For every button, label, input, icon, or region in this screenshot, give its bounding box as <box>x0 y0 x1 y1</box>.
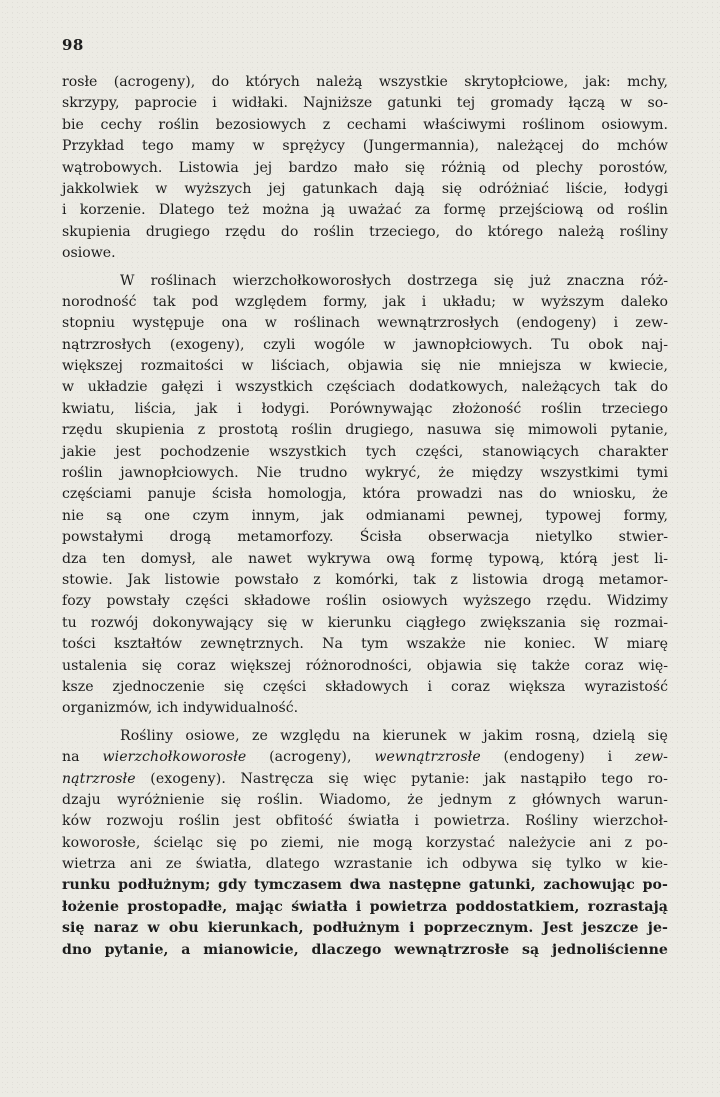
text-line: koworosłe, ścieląc się po ziemi, nie mogą korzystać należycie ani z po- <box>62 834 668 851</box>
text-line <box>62 747 668 768</box>
text-line: łożenie prostopadłe, mając światła i powietrza poddostatkiem, rozrastają <box>62 898 668 915</box>
term-endogeny: wewnątrzrosłe <box>374 749 481 766</box>
text-line: większej rozmaitości w liściach, objawia się nie mniejsza w kwiecie, <box>62 358 668 375</box>
text-line: jakie jest pochodzenie wszystkich tych części, stanowiących charakter <box>62 443 668 460</box>
text-line: skupienia drugiego rzędu do roślin trzeciego, do którego należą rośliny <box>62 223 668 240</box>
paragraph-1 <box>62 72 668 265</box>
paragraph-3 <box>62 726 668 961</box>
text-line: osiowe. <box>62 245 116 262</box>
text-line: się naraz w obu kierunkach, podłużnym i poprzecznym. Jest jeszcze je- <box>62 920 668 937</box>
text-line: nie są one czym innym, jak odmianami pewnej, typowej formy, <box>62 507 668 524</box>
body-text <box>62 72 668 961</box>
text-line: ksze zjednoczenie się części składowych i coraz większa wyrazistość <box>62 678 668 695</box>
text-line: i korzenie. Dlatego też można ją uważać za formę przejściową od roślin <box>62 202 668 219</box>
term-acrogeny: wierzchołkoworosłe <box>102 749 247 766</box>
text-line: wietrza ani ze światła, dlatego wzrastanie ich odbywa się tylko w kie- <box>62 856 668 873</box>
text-line: stowie. Jak listowie powstało z komórki, tak z listowia drogą metamor- <box>62 571 668 588</box>
page-number: 98 <box>62 36 84 54</box>
term-exogeny-part1: zew- <box>635 749 668 766</box>
text-line: Przykład tego mamy w sprężycy (Jungermannia), należącej do mchów <box>62 138 668 155</box>
text-line: wątrobowych. Listowia jej bardzo mało się różnią od plechy porostów, <box>62 159 668 176</box>
text-line: runku podłużnym; gdy tymczasem dwa następne gatunki, zachowując po- <box>62 877 668 894</box>
text-line: częściami panuje ścisła homologja, która prowadzi nas do wniosku, że <box>62 486 668 503</box>
text-line: ustalenia się coraz większej różnorodności, objawia się także coraz wię- <box>62 657 668 674</box>
text-line: dno pytanie, a mianowicie, dlaczego wewnątrzrosłe są jednoliścienne <box>62 941 668 958</box>
text-line: kwiatu, liścia, jak i łodygi. Porównywając złożoność roślin trzeciego <box>62 400 668 417</box>
text-fragment: na <box>62 749 80 766</box>
text-line: jakkolwiek w wyższych jej gatunkach dają się odróżniać liście, łodygi <box>62 180 668 197</box>
text-line: tu rozwój dokonywający się w kierunku ciągłego zwiększania się rozmai- <box>62 614 668 631</box>
text-line: dzaju wyróżnienie się roślin. Wiadomo, że jednym z głównych warun- <box>62 791 668 808</box>
text-line: skrzypy, paprocie i widłaki. Najniższe gatunki tej gromady łączą w so- <box>62 95 668 112</box>
text-line: roślin jawnopłciowych. Nie trudno wykryć, że między wszystkimi tymi <box>62 465 668 482</box>
text-line <box>62 769 668 790</box>
text-line: Rośliny osiowe, ze względu na kierunek w jakim rosną, dzielą się <box>120 727 668 744</box>
text-line: nątrzrosłych (exogeny), czyli wogóle w jawnopłciowych. Tu obok naj- <box>62 336 668 353</box>
text-line: rosłe (acrogeny), do których należą wszystkie skrytopłciowe, jak: mchy, <box>62 74 668 90</box>
text-line: w układzie gałęzi i wszystkich częściach dodatkowych, należących tak do <box>62 379 668 396</box>
text-line: ków rozwoju roślin jest obfitość światła i powietrza. Rośliny wierzchoł- <box>62 813 668 830</box>
text-fragment: (acrogeny), <box>269 749 352 766</box>
text-line: tości kształtów zewnętrznych. Na tym wszakże nie koniec. W miarę <box>62 636 668 653</box>
text-line: powstałymi drogą metamorfozy. Ścisła obserwacja nietylko stwier- <box>62 529 668 546</box>
text-line: stopniu występuje ona w roślinach wewnątrzrosłych (endogeny) i zew- <box>62 315 668 332</box>
text-line: W roślinach wierzchołkoworosłych dostrzega się już znaczna róż- <box>120 272 668 289</box>
term-exogeny-part2: nątrzrosłe <box>62 770 136 787</box>
text-line: bie cechy roślin bezosiowych z cechami właściwymi roślinom osiowym. <box>62 116 668 133</box>
paragraph-2 <box>62 271 668 720</box>
text-fragment: (endogeny) i <box>503 749 613 766</box>
text-line: dza ten domysł, ale nawet wykrywa ową formę typową, którą jest li- <box>62 550 668 567</box>
text-fragment: (exogeny). Nastręcza się więc pytanie: jak nastąpiło tego ro- <box>150 770 668 787</box>
text-line: organizmów, ich indywidualność. <box>62 700 299 717</box>
text-line: rzędu skupienia z prostotą roślin drugiego, nasuwa się mimowoli pytanie, <box>62 422 668 439</box>
text-line: fozy powstały części składowe roślin osiowych wyższego rzędu. Widzimy <box>62 593 668 610</box>
text-line: norodność tak pod względem formy, jak i układu; w wyższym daleko <box>62 293 668 310</box>
